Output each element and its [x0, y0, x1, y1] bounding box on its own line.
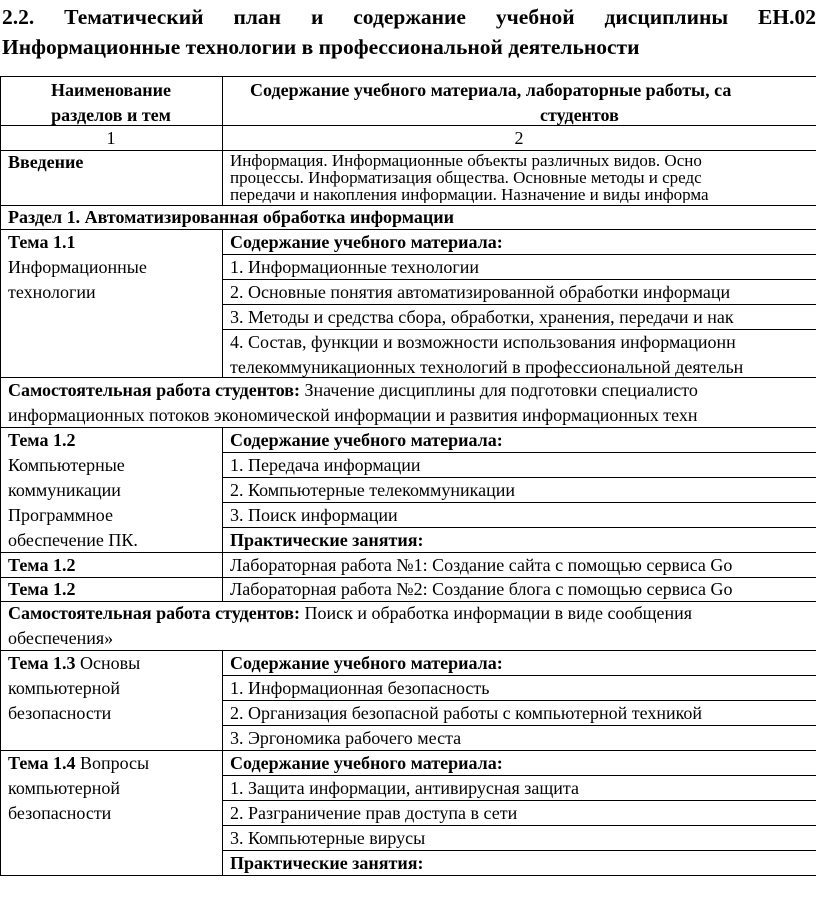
- intro-content: [222, 152, 816, 203]
- header-text: Содержание учебного материала, лабораторные работы, са: [250, 80, 732, 100]
- header-col-content: [250, 78, 816, 128]
- table-rule: [0, 76, 816, 77]
- self-work-label: Самостоятельная работа студентов:: [8, 380, 300, 400]
- content-label: Содержание учебного материала:: [230, 653, 503, 673]
- content-item: 1. Информационные технологии: [230, 257, 480, 277]
- heading-word: ЕН.02: [758, 5, 816, 29]
- self-work-text: информационных потоков экономической информации и развития информационных техн: [8, 405, 698, 425]
- topic-name-line: коммуникации: [8, 480, 121, 500]
- intro-line: передачи и накопления информации. Назначение и виды информа: [230, 185, 709, 203]
- practice-label: Практические занятия:: [230, 853, 424, 873]
- header-text: разделов и тем: [51, 105, 171, 125]
- column-number: 2: [514, 128, 524, 148]
- heading-word: Тематический: [64, 5, 204, 29]
- topic-name-line: компьютерной: [8, 778, 121, 798]
- topic-name-line: Информационные: [8, 257, 147, 277]
- heading-word: содержание: [353, 5, 466, 29]
- content-label: Содержание учебного материала:: [230, 753, 503, 773]
- section-title: Раздел 1. Автоматизированная обработка информации: [8, 207, 455, 227]
- content-item-line: телекоммуникационных технологий в профессиональной деятельн: [230, 357, 744, 377]
- header-col-names: [0, 78, 222, 128]
- lab-row-text: Лабораторная работа №2: Создание блога с помощью сервиса Go: [230, 579, 733, 599]
- topic-name-line: технологии: [8, 282, 96, 302]
- content-item: 1. Передача информации: [230, 455, 421, 475]
- self-work-row: [0, 601, 816, 651]
- heading-word: план: [233, 5, 282, 29]
- intro-line: процессы. Информатизация общества. Основные методы и средс: [230, 168, 702, 187]
- topic-1-2-name: [0, 428, 222, 553]
- column-number: 1: [106, 128, 116, 148]
- heading-word: и: [310, 5, 324, 29]
- header-text: студентов: [540, 105, 619, 125]
- heading-word: 2.2.: [2, 5, 35, 29]
- topic-title: Тема 1.2: [8, 430, 76, 450]
- topic-title: Тема 1.3: [8, 653, 76, 673]
- lab-row-title: Тема 1.2: [8, 555, 76, 575]
- content-label: Содержание учебного материала:: [230, 430, 503, 450]
- topic-name-line: Программное: [8, 505, 113, 525]
- content-item: 1. Информационная безопасность: [230, 678, 490, 698]
- topic-name-line: безопасности: [8, 703, 112, 723]
- heading-word: учебной: [495, 5, 575, 29]
- header-text: Наименование: [51, 80, 171, 100]
- content-item: 3. Поиск информации: [230, 505, 398, 525]
- self-work-text: Значение дисциплины для подготовки специалисто: [299, 380, 698, 400]
- heading-word: дисциплины: [604, 5, 729, 29]
- heading-line-2: Информационные технологии в профессиональной деятельности: [2, 35, 640, 59]
- topic-1-1-name: [0, 230, 222, 305]
- content-item: 3. Эргономика рабочего места: [230, 728, 462, 748]
- content-item: 2. Основные понятия автоматизированной обработки информаци: [230, 282, 731, 302]
- intro-line: Информация. Информационные объекты различных видов. Осно: [230, 152, 702, 170]
- topic-name-line: Основы: [75, 653, 141, 673]
- lab-row-title: Тема 1.2: [8, 579, 76, 599]
- content-item: [222, 330, 816, 380]
- self-work-text: Поиск и обработка информации в виде сообщения: [299, 603, 692, 623]
- topic-name-line: Вопросы: [75, 753, 150, 773]
- self-work-text: обеспечения»: [8, 628, 114, 648]
- topic-1-4-name: [0, 751, 222, 826]
- content-item: 3. Компьютерные вирусы: [230, 828, 426, 848]
- topic-1-3-name: [0, 651, 222, 726]
- topic-name-line: компьютерной: [8, 678, 121, 698]
- content-item: 2. Разграничение прав доступа в сети: [230, 803, 518, 823]
- topic-name-line: Компьютерные: [8, 455, 125, 475]
- content-item-line: 4. Состав, функции и возможности использования информационн: [230, 332, 736, 352]
- content-item: 2. Организация безопасной работы с компьютерной техникой: [230, 703, 703, 723]
- content-item: 1. Защита информации, антивирусная защита: [230, 778, 579, 798]
- content-item: 3. Методы и средства сбора, обработки, хранения, передачи и нак: [230, 307, 734, 327]
- self-work-label: Самостоятельная работа студентов:: [8, 603, 300, 623]
- topic-title: Тема 1.4: [8, 753, 76, 773]
- content-label: Содержание учебного материала:: [230, 232, 503, 252]
- topic-name-line: безопасности: [8, 803, 112, 823]
- practice-label: Практические занятия:: [230, 530, 424, 550]
- topic-name-line: обеспечение ПК.: [8, 530, 138, 550]
- self-work-row: [0, 378, 816, 428]
- intro-title: Введение: [8, 152, 84, 172]
- content-item: 2. Компьютерные телекоммуникации: [230, 480, 516, 500]
- lab-row-text: Лабораторная работа №1: Создание сайта с помощью сервиса Go: [230, 555, 733, 575]
- topic-title: Тема 1.1: [8, 232, 76, 252]
